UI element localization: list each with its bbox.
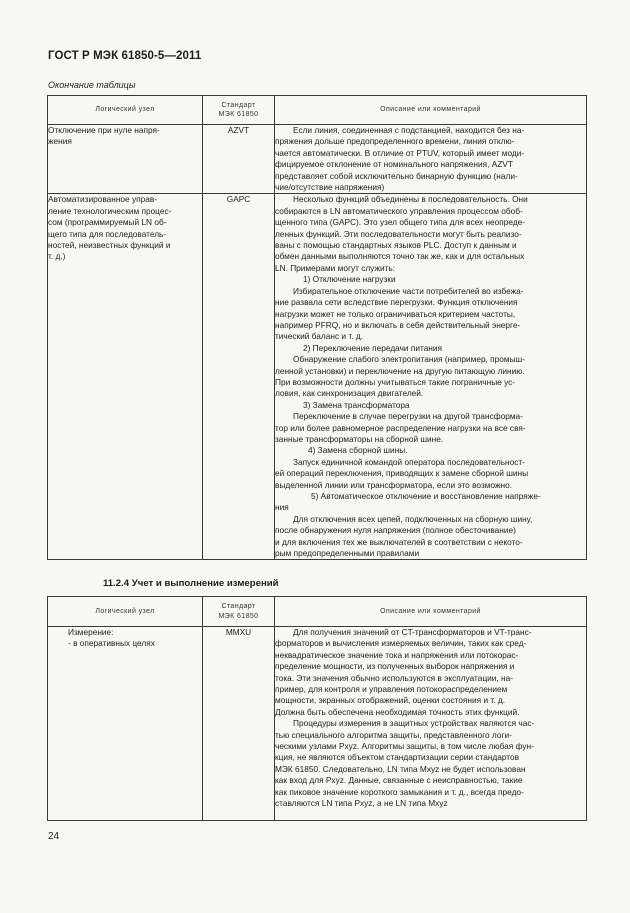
table-caption: Окончание таблицы — [48, 80, 136, 90]
example-heading: 3) Замена трансформатора — [303, 399, 410, 410]
description-line: Процедуры измерения в защитных устройствах являются час- — [293, 718, 535, 729]
description-line: Избирательное отключение части потребителей во избежа- — [293, 285, 524, 296]
document-header: ГОСТ Р МЭК 61850-5—2011 — [48, 50, 202, 62]
table-header-row — [48, 597, 587, 627]
description-line: как пиковое значение короткого замыкания и т. д., всегда предо- — [275, 786, 524, 797]
node-text-line: т. д.) — [48, 251, 66, 262]
column-header-node: Логический узел — [48, 597, 203, 627]
node-text-line: ностей, неизвестных функций и — [48, 240, 171, 251]
column-header-standard — [203, 597, 275, 627]
description-line: ваны с помощью стандартных языков PLC. Доступ к данным и — [275, 240, 517, 251]
description-line: например PFRQ, но и включать в себя действительный энерге- — [275, 319, 521, 330]
column-header-standard-line2: МЭК 61850 — [218, 612, 259, 620]
table-row — [48, 125, 587, 194]
description-line: чие/отсутствие напряжения) — [275, 182, 385, 193]
description-line: тический баланс и т. д. — [275, 331, 363, 342]
node-text-line: Автоматизированное управ- — [48, 194, 157, 205]
description-line: ставляются LN типа Pxyz, а не LN типа Mxyz — [275, 798, 448, 809]
description-line: как вход для Pxyz. Данные, связанные с неисправностью, такие — [275, 775, 523, 786]
description-line: щенного типа (GAPC). Это узел общего типа для всех неопреде- — [275, 217, 526, 228]
table-continuation — [47, 95, 587, 560]
description-line: представляет собой исключительно бинарную функцию (нали- — [275, 170, 518, 181]
node-text-line: щего типа для последователь- — [48, 228, 167, 239]
description-line: ния — [275, 502, 289, 513]
node-cell — [48, 125, 203, 194]
description-line: ние развала сети вследствие перегрузки. Функция отключения — [275, 297, 518, 308]
table-row — [48, 194, 587, 560]
standard-cell: MMXU — [203, 627, 275, 821]
section-heading: 11.2.4 Учет и выполнение измерений — [103, 578, 279, 589]
description-line: форматоров и вычисления измеряемых величин, таких как сред- — [275, 638, 527, 649]
description-line: мощности, экранных отображений, оценки состояния и т. д. — [275, 695, 506, 706]
example-heading: 2) Переключение передачи питания — [303, 342, 443, 353]
page-number: 24 — [48, 831, 60, 842]
description-line: Переключение в случае перегрузки на другой трансформа- — [293, 411, 523, 422]
node-cell — [48, 627, 203, 821]
description-line: после обнаружения нуля напряжения (полное обесточивание) — [275, 525, 516, 536]
column-header-standard-line1: Стандарт — [221, 101, 256, 109]
description-cell — [275, 194, 587, 560]
column-header-standard-line2: МЭК 61850 — [218, 111, 259, 118]
description-line: нагрузки может не только ограничиваться критерием частоты, — [275, 308, 516, 319]
column-header-node: Логический узел — [48, 96, 203, 125]
measurement-table — [47, 596, 587, 821]
example-heading: 4) Замена сборной шины. — [308, 445, 408, 456]
description-line: При возможности должны учитываться такие пограничные ус- — [275, 376, 516, 387]
column-header-description: Описание или комментарий — [275, 597, 587, 627]
node-text-line: Отключение при нуле напря- — [48, 125, 160, 135]
description-line: кция, не являются объектом стандартизации серии стандартов — [275, 752, 520, 763]
description-line: ей операций переключения, приводящих к замене сборной шины — [275, 468, 529, 479]
standard-cell: AZVT — [203, 125, 275, 194]
description-line: МЭК 61850. Следовательно, LN типа Mxyz не будет использован — [275, 763, 526, 774]
description-line: ленной установки) и переключение на другую питающую линию. — [275, 365, 525, 376]
table-header-row — [48, 96, 587, 125]
description-line: Для отключения всех цепей, подключенных на сборную шину, — [293, 513, 533, 524]
description-line: тью специального алгоритма защиты, представленного логи- — [275, 729, 512, 740]
description-line: пряжения дольше предопределенного времени, линия отклю- — [275, 136, 515, 147]
description-line: фицируемое отклонение от номинального напряжения, AZVT — [275, 159, 513, 170]
table-row — [48, 627, 587, 821]
node-text-line: ление технологическим процес- — [48, 205, 172, 216]
description-line: ловия, как синхронизация двигателей. — [275, 388, 424, 399]
description-cell — [275, 627, 587, 821]
description-line: тока. Эти значения обычно используются в эксплуатации, на- — [275, 672, 513, 683]
column-header-standard — [203, 96, 275, 125]
node-text-line: сом (программируемый LN об- — [48, 217, 167, 228]
description-line: тор или более равномерное распределение нагрузки на все свя- — [275, 422, 526, 433]
description-line: пределение мощности, из полученных выборок напряжения и — [275, 661, 515, 672]
description-line: ленных функций. Эти последовательности могут быть реализо- — [275, 228, 522, 239]
description-line: занные трансформаторы на сборной шине. — [275, 433, 444, 444]
description-line: неквадратическое значение тока и напряжения или потокорас- — [275, 649, 519, 660]
description-line: Запуск единичной командой оператора последовательност- — [293, 456, 525, 467]
description-line: Несколько функций объединены в последовательность. Они — [293, 194, 528, 205]
standard-cell: GAPC — [203, 194, 275, 560]
description-line: ческими узлами Pxyz. Алгоритмы защиты, в том числе любая фун- — [275, 741, 534, 752]
description-line: пример, для контроля и управления потокораспределением — [275, 684, 508, 695]
description-line: чается автоматически. В отличие от PTUV, который имеет моди- — [275, 147, 525, 158]
description-line: Обнаружение слабого электропитания (например, промыш- — [293, 354, 525, 365]
example-heading: 1) Отключение нагрузки — [303, 274, 396, 285]
description-line: Для получения значений от CT-трансформаторов и VT-транс- — [293, 627, 532, 637]
description-line: собираются в LN автоматического управления процессом обоб- — [275, 205, 523, 216]
column-header-standard-line1: Стандарт — [221, 603, 256, 610]
description-line: Должна быть обеспечена необходимая точность этих функций. — [275, 706, 520, 717]
node-cell — [48, 194, 203, 560]
description-line: рым предопределенными правилами — [275, 548, 420, 559]
node-text-line: жения — [48, 136, 72, 147]
description-line: выделенной линии или трансформатора, если это возможно. — [275, 479, 513, 490]
example-heading: 5) Автоматическое отключение и восстановление напряже- — [311, 491, 541, 501]
description-line: LN. Примерами могут служить: — [275, 262, 396, 273]
description-line: Если линия, соединенная с подстанцией, находится без на- — [293, 125, 525, 135]
description-line: и для включения тех же выключателей в соответствии с некото- — [275, 536, 523, 547]
description-line: обмен данными выполняются точно так же, как и для остальных — [275, 251, 525, 262]
node-text-line: Измерение: — [68, 627, 114, 637]
column-header-description: Описание или комментарий — [275, 96, 587, 125]
description-cell — [275, 125, 587, 194]
node-text-line: - в оперативных целях — [68, 638, 155, 649]
